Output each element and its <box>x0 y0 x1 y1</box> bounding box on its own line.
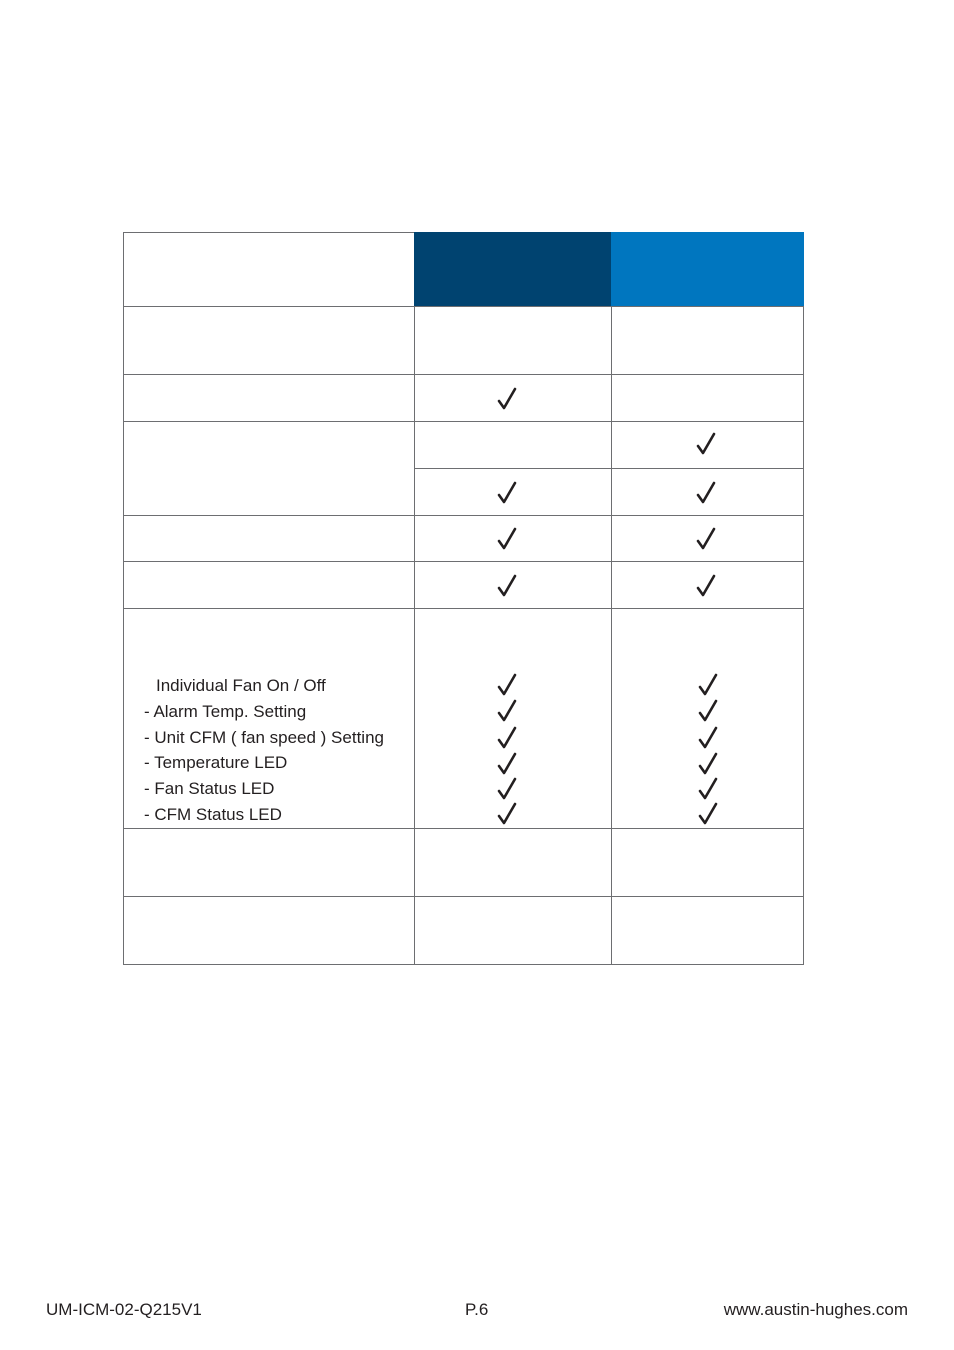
check-mark-icon <box>698 802 718 826</box>
row-4-col-b <box>611 515 804 562</box>
row-8-col-b <box>611 896 804 965</box>
row-3a-col-b <box>611 421 804 469</box>
check-mark-icon <box>696 527 716 551</box>
feature-item: - Alarm Temp. Setting <box>144 701 307 721</box>
header-col-a <box>414 232 612 307</box>
features-label-cell <box>123 608 415 829</box>
check-mark-icon <box>698 777 718 801</box>
feature-item: - Temperature LED <box>144 753 288 773</box>
row-5-label <box>123 561 415 609</box>
header-col-b <box>611 232 804 307</box>
footer-page-number: P.6 <box>465 1300 489 1319</box>
check-mark-icon <box>696 432 716 456</box>
row-8-col-a <box>414 896 612 965</box>
row-5-col-a <box>414 561 612 609</box>
row-4-col-a <box>414 515 612 562</box>
footer-doc-code: UM-ICM-02-Q215V1 <box>46 1300 202 1319</box>
row-7-col-a <box>414 828 612 897</box>
check-mark-icon <box>497 802 517 826</box>
row-2-col-b <box>611 374 804 422</box>
check-mark-icon <box>497 527 517 551</box>
feature-item: - Fan Status LED <box>144 779 275 799</box>
feature-item: - CFM Status LED <box>144 804 282 824</box>
row-1-col-a <box>414 306 612 375</box>
check-mark-icon <box>497 752 517 776</box>
features-col-b <box>611 608 804 829</box>
check-mark-icon <box>698 752 718 776</box>
row-5-col-b <box>611 561 804 609</box>
row-7-label <box>123 828 415 897</box>
row-4-label <box>123 515 415 562</box>
check-mark-icon <box>497 574 517 598</box>
row-3a-col-a <box>414 421 612 469</box>
check-mark-icon <box>698 673 718 697</box>
feature-item: - Unit CFM ( fan speed ) Setting <box>144 727 384 747</box>
feature-list <box>144 673 384 828</box>
check-mark-icon <box>497 777 517 801</box>
features-col-a <box>414 608 612 829</box>
check-mark-icon <box>497 673 517 697</box>
check-mark-icon <box>497 699 517 723</box>
row-3-label <box>123 421 415 516</box>
check-mark-icon <box>497 387 517 411</box>
row-1-col-b <box>611 306 804 375</box>
check-mark-icon <box>696 481 716 505</box>
check-mark-icon <box>497 481 517 505</box>
feature-item: Individual Fan On / Off <box>156 676 326 695</box>
row-3b-col-a <box>414 468 612 516</box>
check-mark-icon <box>696 574 716 598</box>
footer-website: www.austin-hughes.com <box>723 1300 908 1319</box>
check-mark-icon <box>698 699 718 723</box>
header-label-cell <box>123 232 415 307</box>
row-2-col-a <box>414 374 612 422</box>
row-3b-col-b <box>611 468 804 516</box>
row-7-col-b <box>611 828 804 897</box>
row-2-label <box>123 374 415 422</box>
check-mark-icon <box>497 726 517 750</box>
row-1-label <box>123 306 415 375</box>
row-8-label <box>123 896 415 965</box>
comparison-table <box>123 232 804 965</box>
check-mark-icon <box>698 726 718 750</box>
